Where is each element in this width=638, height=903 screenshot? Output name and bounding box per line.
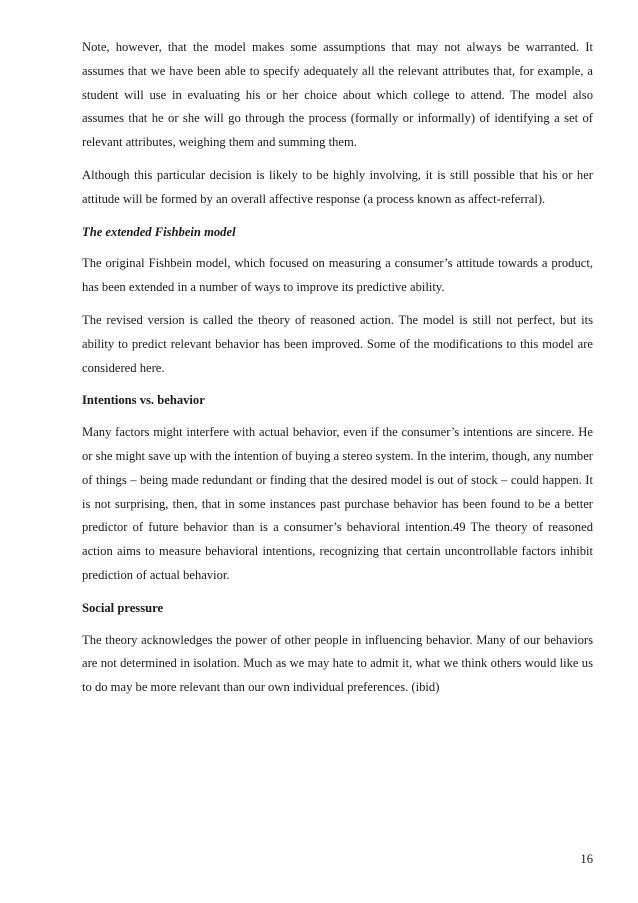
page-number: 16 (580, 852, 593, 866)
paragraph-model-assumptions: Note, however, that the model makes some assumptions that may not always be warranted. It assumes that we have been able to specify adequately all the relevant attributes that, for example, a student will use in evaluating his or her choice about which college to attend. The model also assumes that he or she will go through the process (formally or informally) of identifying a set of relevant attributes, weighing them and summing them. (82, 40, 593, 150)
paragraph-social-pressure: The theory acknowledges the power of other people in influencing behavior. Many of our behaviors are not determined in isolation. Much as we may hate to admit it, what we think others would like us to do may be more relevant than our own individual preferences. (ibid) (82, 632, 593, 695)
paragraph-original-fishbein: The original Fishbein model, which focused on measuring a consumer’s attitude towards a product, has been extended in a number of ways to improve its predictive ability. (82, 256, 593, 295)
paragraph-intentions: Many factors might interfere with actual behavior, even if the consumer’s intentions are sincere. He or she might save up with the intention of buying a stereo system. In the interim, though, any number of things – being made redundant or finding that the desired model is out of stock – could happen. It is not surprising, then, that in some instances past purchase behavior has been found to be a better predictor of future behavior than is a consumer’s behavioral intention.49 The theory of reasoned action aims to measure behavioral intentions, recognizing that certain uncontrollable factors inhibit prediction of actual behavior. (82, 425, 593, 582)
paragraph-affect-referral: Although this particular decision is likely to be highly involving, it is still possible that his or her attitude will be formed by an overall affective response (a process known as affect-referral). (82, 167, 593, 206)
paragraph-reasoned-action: The revised version is called the theory of reasoned action. The model is still not perfect, but its ability to predict relevant behavior has been improved. Some of the modifications to this model are considered here. (82, 312, 593, 375)
document-page (82, 36, 593, 709)
heading-extended-fishbein: The extended Fishbein model (82, 224, 236, 239)
heading-social-pressure: Social pressure (82, 600, 164, 615)
heading-intentions-vs-behavior: Intentions vs. behavior (82, 393, 205, 408)
